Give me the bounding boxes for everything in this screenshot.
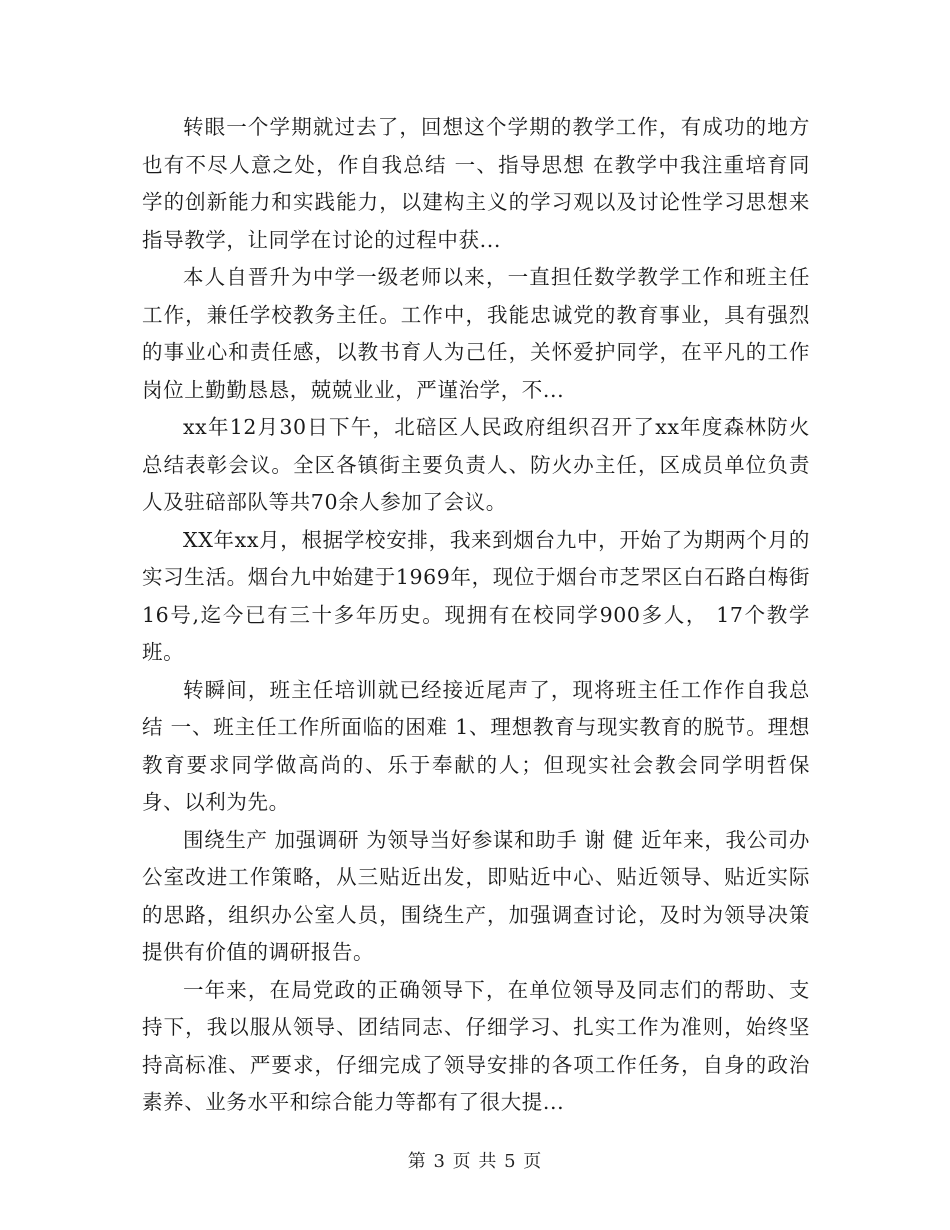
paragraph-3: xx年12月30日下午，北碚区人民政府组织召开了xx年度森林防火总结表彰会议。全区各镇街主要负责人、防火办主任，区成员单位负责人及驻碚部队等共70余人参加了会议。 xyxy=(142,415,810,514)
page-footer xyxy=(0,1147,950,1173)
paragraph-4: XX年xx月，根据学校安排，我来到烟台九中，开始了为期两个月的实习生活。烟台九中始建于1969年，现位于烟台市芝罘区白石路白梅街16号,迄今已有三十多年历史。现拥有在校同学900多人， 17个教学班。 xyxy=(142,527,810,664)
paragraph-6: 围绕生产 加强调研 为领导当好参谋和助手 谢 健 近年来，我公司办公室改进工作策略，从三贴近出发，即贴近中心、贴近领导、贴近实际的思路，组织办公室人员，围绕生产，加强调查讨论，及时为领导决策提供有价值的调研报告。 xyxy=(142,827,810,964)
paragraph-7: 一年来，在局党政的正确领导下，在单位领导及同志们的帮助、支持下，我以服从领导、团结同志、仔细学习、扎实工作为准则，始终坚持高标准、严要求，仔细完成了领导安排的各项工作任务，自身的政治素养、业务水平和综合能力等都有了很大提... xyxy=(142,977,810,1114)
paragraph-1: 转眼一个学期就过去了，回想这个学期的教学工作，有成功的地方也有不尽人意之处，作自我总结 一、指导思想 在教学中我注重培育同学的创新能力和实践能力，以建构主义的学习观以及讨论性学习思想来指导教学，让同学在讨论的过程中获... xyxy=(142,115,810,252)
paragraph-2: 本人自晋升为中学一级老师以来，一直担任数学教学工作和班主任工作，兼任学校教务主任。工作中，我能忠诚党的教育事业，具有强烈的事业心和责任感，以教书育人为己任，关怀爱护同学，在平凡的工作岗位上勤勤恳恳，兢兢业业，严谨治学，不... xyxy=(142,265,810,402)
page-number-label: 第 3 页 共 5 页 xyxy=(407,1151,543,1172)
document-body xyxy=(142,109,810,1122)
paragraph-5: 转瞬间，班主任培训就已经接近尾声了，现将班主任工作作自我总结 一、班主任工作所面临的困难 1、理想教育与现实教育的脱节。理想教育要求同学做高尚的、乐于奉献的人；但现实社会教会同学明哲保身、以利为先。 xyxy=(142,677,810,814)
